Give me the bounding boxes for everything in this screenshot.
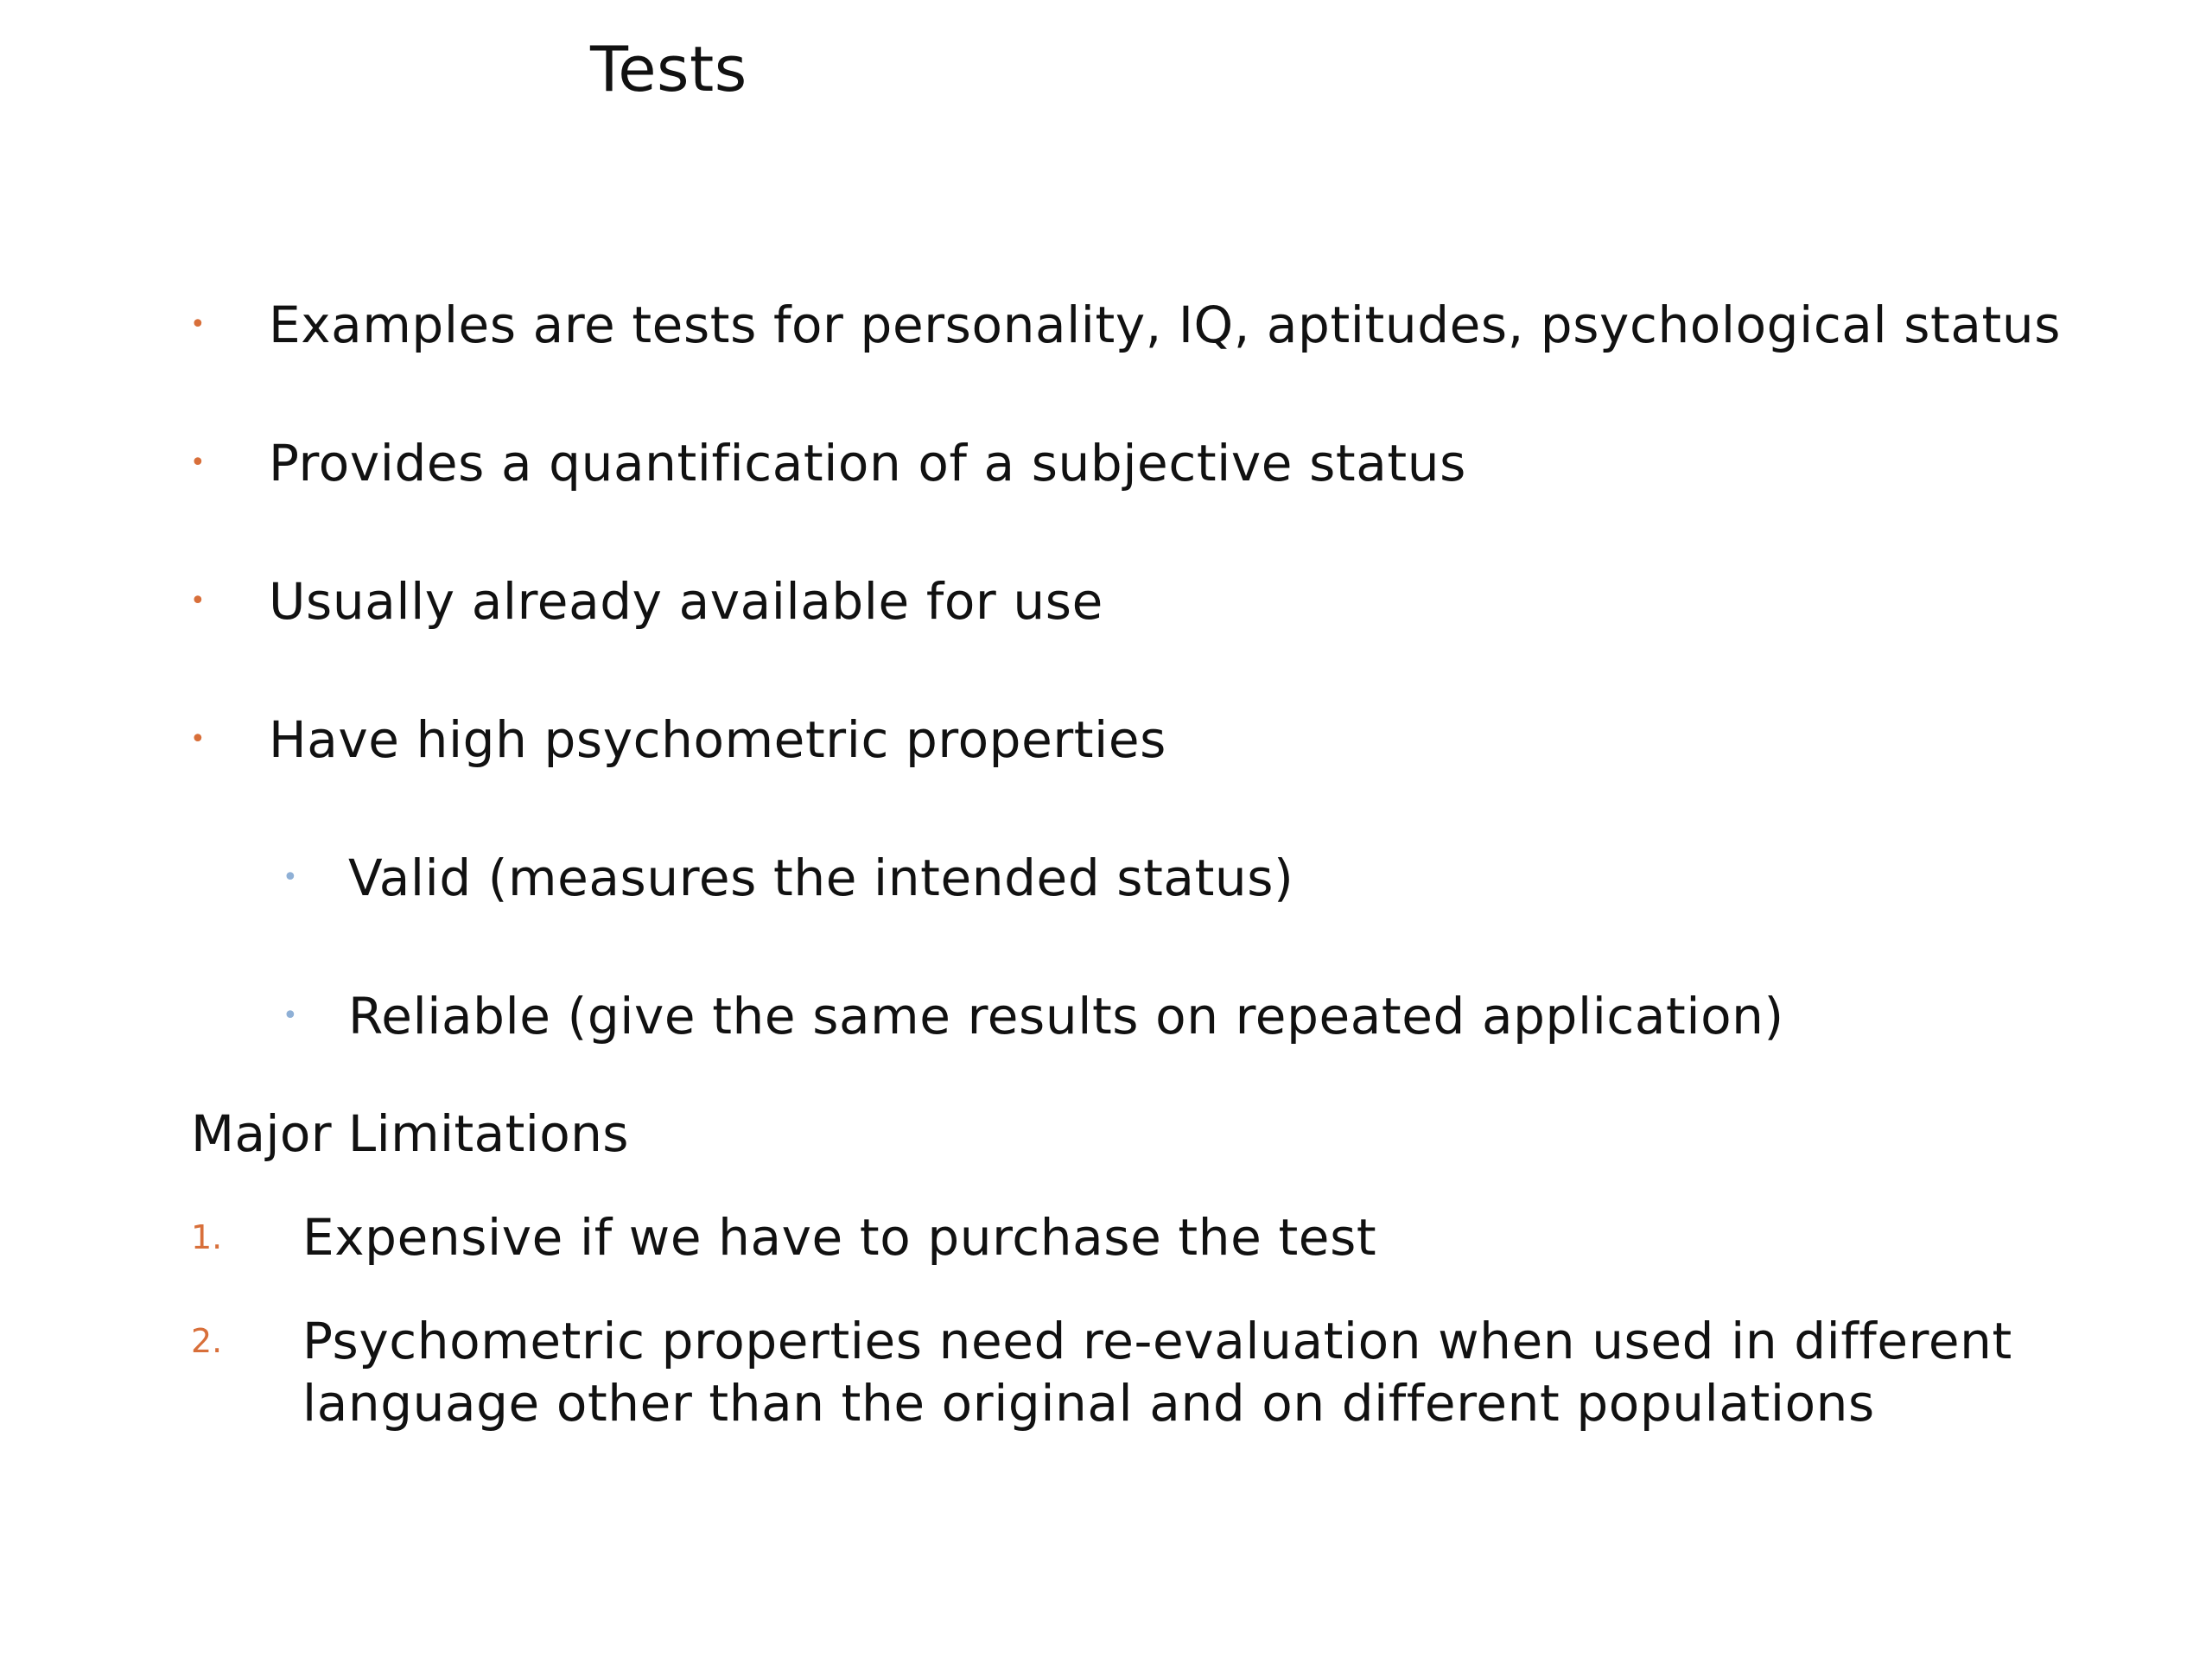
- bullet-text: Have high psychometric properties: [269, 710, 1166, 769]
- sub-bullet-dot-icon: •: [283, 862, 298, 893]
- sub-bullet-dot-icon: •: [283, 1001, 298, 1031]
- limitations-heading: Major Limitations: [191, 1104, 629, 1163]
- bullet-dot-icon: •: [190, 586, 206, 616]
- bullet-dot-icon: •: [190, 724, 206, 754]
- list-number: 1.: [191, 1218, 223, 1256]
- bullet-text: Usually already available for use: [269, 572, 1103, 631]
- sub-bullet-text: Valid (measures the intended status): [348, 849, 1294, 907]
- numbered-text: [302, 1206, 1376, 1268]
- bullet-text: Provides a quantification of a subjective status: [269, 434, 1466, 493]
- numbered-text-line: Psychometric properties need re-evaluation when used in different: [302, 1312, 2012, 1370]
- bullet-text: Examples are tests for personality, IQ, aptitudes, psychological status: [269, 296, 2062, 354]
- bullet-dot-icon: •: [190, 309, 206, 340]
- sub-bullet-text: Reliable (give the same results on repeated application): [348, 987, 1784, 1046]
- numbered-text-line: Expensive if we have to purchase the test: [302, 1208, 1377, 1267]
- numbered-text-line: language other than the original and on different populations: [302, 1374, 1875, 1433]
- bullet-dot-icon: •: [190, 448, 206, 478]
- list-number: 2.: [191, 1322, 223, 1360]
- slide-title: Tests: [590, 33, 747, 105]
- numbered-text: [302, 1310, 2012, 1434]
